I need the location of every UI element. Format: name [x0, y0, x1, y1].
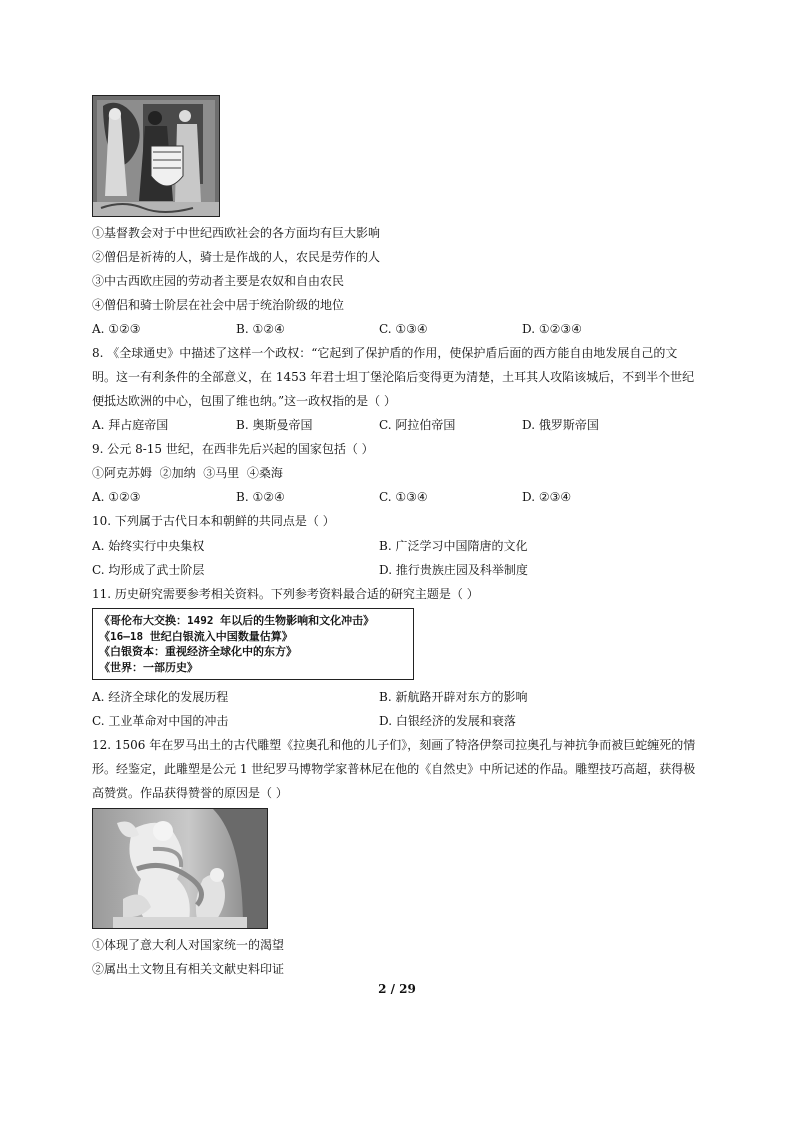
- q10-option-d[interactable]: D. 推行贵族庄园及科举制度: [379, 563, 528, 577]
- q12-statement-1: ①体现了意大利人对国家统一的渴望: [92, 938, 285, 952]
- q10-stem: 10. 下列属于古代日本和朝鲜的共同点是（ ）: [92, 514, 335, 528]
- q7-option-d[interactable]: D. ①②③④: [522, 322, 582, 336]
- q11-reference-4: 《世界：一部历史》: [99, 660, 198, 674]
- q10-option-a[interactable]: A. 始终实行中央集权: [92, 539, 205, 553]
- laocoon-sculpture-image: [92, 808, 268, 929]
- page-number: 2 / 29: [378, 982, 416, 996]
- q8-stem-line-2: 明。这一有利条件的全部意义，在 1453 年君士坦丁堡沦陷后变得更为清楚，土耳其人攻陷该城后，不到半个世纪: [92, 370, 695, 384]
- q8-option-d[interactable]: D. 俄罗斯帝国: [522, 418, 599, 432]
- q8-stem-line-3: 便抵达欧洲的中心，包围了维也纳。”这一政权指的是（ ）: [92, 394, 396, 408]
- q7-statement-4: ④僧侣和骑士阶层在社会中居于统治阶级的地位: [92, 298, 345, 312]
- q10-option-c[interactable]: C. 均形成了武士阶层: [92, 563, 205, 577]
- q12-stem-line-3: 高赞赏。作品获得赞誉的原因是（ ）: [92, 786, 288, 800]
- q9-option-b[interactable]: B. ①②④: [236, 490, 285, 504]
- q11-reference-box: [92, 608, 414, 680]
- q11-stem: 11. 历史研究需要参考相关资料。下列参考资料最合适的研究主题是（ ）: [92, 587, 479, 601]
- q11-reference-3: 《白银资本：重视经济全球化中的东方》: [99, 645, 297, 658]
- q10-option-b[interactable]: B. 广泛学习中国隋唐的文化: [379, 539, 528, 553]
- q8-stem-line-1: 8. 《全球通史》中描述了这样一个政权：“它起到了保护盾的作用，使保护盾后面的西方能自由地发展自己的文: [92, 346, 678, 360]
- q8-option-c[interactable]: C. 阿拉伯帝国: [379, 418, 456, 432]
- q7-option-a[interactable]: A. ①②③: [92, 322, 141, 336]
- q7-option-c[interactable]: C. ①③④: [379, 322, 428, 336]
- q9-option-d[interactable]: D. ②③④: [522, 490, 572, 504]
- q8-option-b[interactable]: B. 奥斯曼帝国: [236, 418, 313, 432]
- q7-statement-2: ②僧侣是祈祷的人，骑士是作战的人，农民是劳作的人: [92, 250, 381, 264]
- q11-option-a[interactable]: A. 经济全球化的发展历程: [92, 690, 229, 704]
- laocoon-sculpture-illustration: [93, 809, 267, 928]
- q11-option-c[interactable]: C. 工业革命对中国的冲击: [92, 714, 229, 728]
- medieval-miniature-image: [92, 95, 220, 217]
- q8-option-a[interactable]: A. 拜占庭帝国: [92, 418, 169, 432]
- q11-reference-1: 《哥伦布大交换：1492 年以后的生物影响和文化冲击》: [99, 614, 375, 627]
- q9-option-c[interactable]: C. ①③④: [379, 490, 428, 504]
- q12-stem-line-1: 12. 1506 年在罗马出土的古代雕塑《拉奥孔和他的儿子们》，刻画了特洛伊祭司拉奥孔与神抗争而被巨蛇缠死的情: [92, 738, 696, 752]
- q7-option-b[interactable]: B. ①②④: [236, 322, 285, 336]
- medieval-miniature-illustration: [93, 96, 219, 216]
- q9-items: ①阿克苏姆 ②加纳 ③马里 ④桑海: [92, 466, 283, 480]
- q11-reference-2: 《16—18 世纪白银流入中国数量估算》: [99, 629, 293, 643]
- q11-option-d[interactable]: D. 白银经济的发展和衰落: [379, 714, 516, 728]
- q9-stem: 9. 公元 8-15 世纪，在西非先后兴起的国家包括（ ）: [92, 442, 374, 456]
- q11-option-b[interactable]: B. 新航路开辟对东方的影响: [379, 690, 528, 704]
- q9-option-a[interactable]: A. ①②③: [92, 490, 141, 504]
- q7-statement-1: ①基督教会对于中世纪西欧社会的各方面均有巨大影响: [92, 226, 381, 240]
- q12-statement-2: ②属出土文物且有相关文献史料印证: [92, 962, 285, 976]
- q7-statement-3: ③中古西欧庄园的劳动者主要是农奴和自由农民: [92, 274, 345, 288]
- q12-stem-line-2: 形。经鉴定，此雕塑是公元 1 世纪罗马博物学家普林尼在他的《自然史》中所记述的作品。雕塑技巧高超，获得极: [92, 762, 696, 776]
